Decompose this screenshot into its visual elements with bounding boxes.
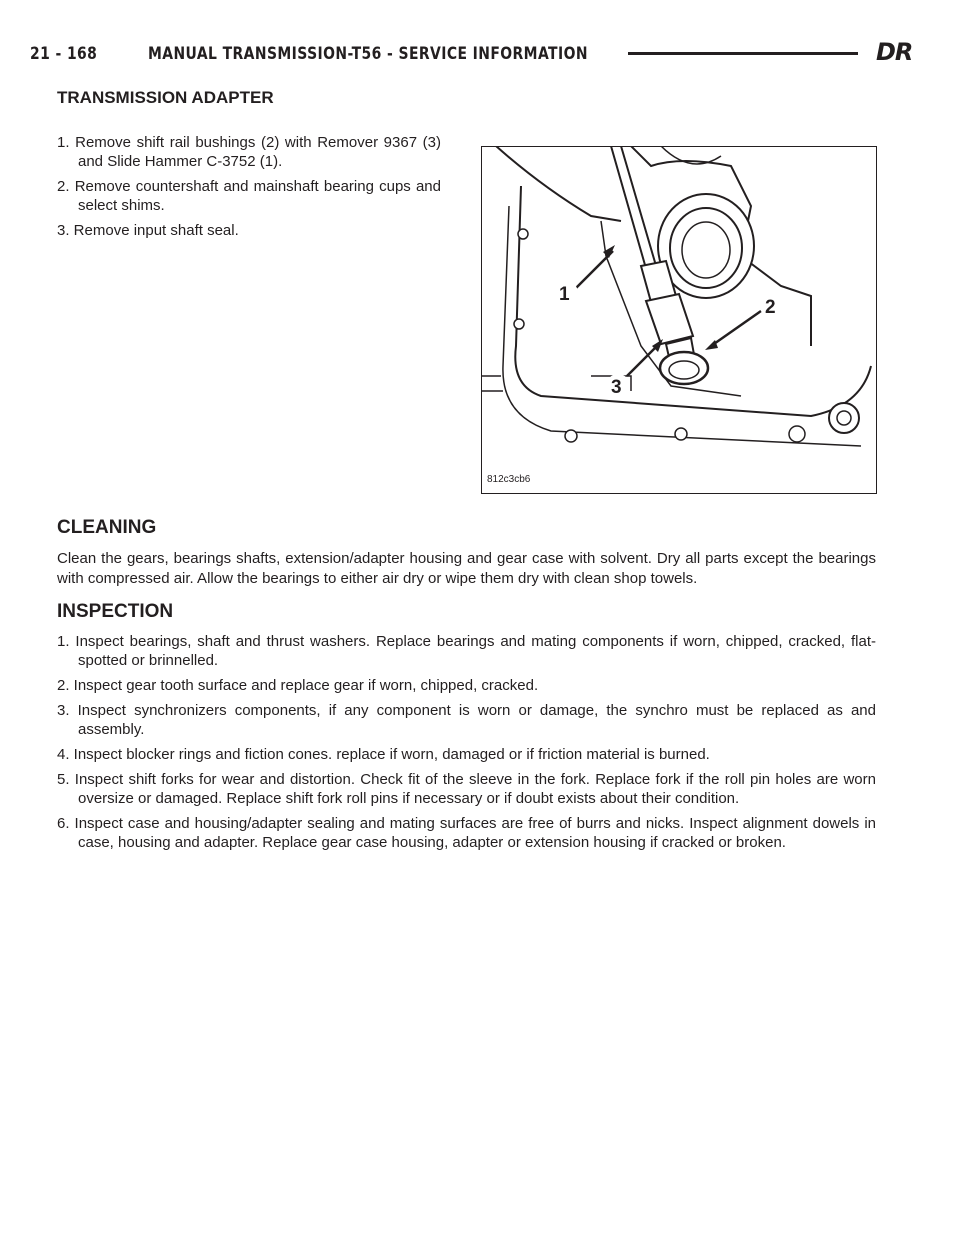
list-item: 6. Inspect case and housing/adapter sealing and mating surfaces are free of burrs and nicks. Inspect alignment dowels in case, housing and adapter. Replace gear case housing, adapter or extension housing if cracked or broken. bbox=[57, 815, 876, 851]
adapter-figure bbox=[481, 146, 877, 494]
inspection-heading: INSPECTION bbox=[57, 601, 174, 622]
header-rule bbox=[628, 52, 858, 55]
adapter-steps bbox=[57, 133, 441, 246]
model-code: DR bbox=[876, 38, 913, 66]
list-item: 5. Inspect shift forks for wear and distortion. Check fit of the sleeve in the fork. Replace fork if the roll pin holes are worn oversize or damaged. Replace shift fork roll pins if necessary or if doubt exists about their condition. bbox=[57, 771, 876, 807]
callout-3: 3 bbox=[611, 377, 622, 398]
list-item: 1. Inspect bearings, shaft and thrust washers. Replace bearings and mating components if worn, chipped, cracked, flat-spotted or brinnelled. bbox=[57, 633, 876, 669]
adapter-illustration bbox=[481, 146, 877, 494]
cleaning-text: Clean the gears, bearings shafts, extension/adapter housing and gear case with solvent. Dry all parts except the bearings with compressed air. Allow the bearings to either air dry or wipe them dry with clean shop towels. bbox=[57, 550, 876, 587]
list-item: 3. Inspect synchronizers components, if any component is worn or damage, the synchro must be replaced as and assembly. bbox=[57, 702, 876, 738]
list-item: 4. Inspect blocker rings and fiction cones. replace if worn, damaged or if friction material is burned. bbox=[57, 746, 710, 763]
page-header bbox=[30, 38, 930, 70]
list-item: 1. Remove shift rail bushings (2) with Remover 9367 (3) and Slide Hammer C-3752 (1). bbox=[57, 134, 441, 170]
figure-id: 812c3cb6 bbox=[487, 474, 531, 485]
section-title: MANUAL TRANSMISSION-T56 - SERVICE INFORMATION bbox=[148, 44, 588, 64]
callout-1: 1 bbox=[559, 284, 570, 305]
cleaning-heading: CLEANING bbox=[57, 517, 157, 538]
list-item: 3. Remove input shaft seal. bbox=[57, 222, 239, 239]
list-item: 2. Remove countershaft and mainshaft bearing cups and select shims. bbox=[57, 178, 441, 214]
inspection-steps bbox=[57, 632, 876, 858]
page-number: 21 - 168 bbox=[30, 44, 98, 64]
list-item: 2. Inspect gear tooth surface and replace gear if worn, chipped, cracked. bbox=[57, 677, 539, 694]
callout-2: 2 bbox=[765, 297, 776, 318]
adapter-heading: TRANSMISSION ADAPTER bbox=[57, 88, 274, 107]
